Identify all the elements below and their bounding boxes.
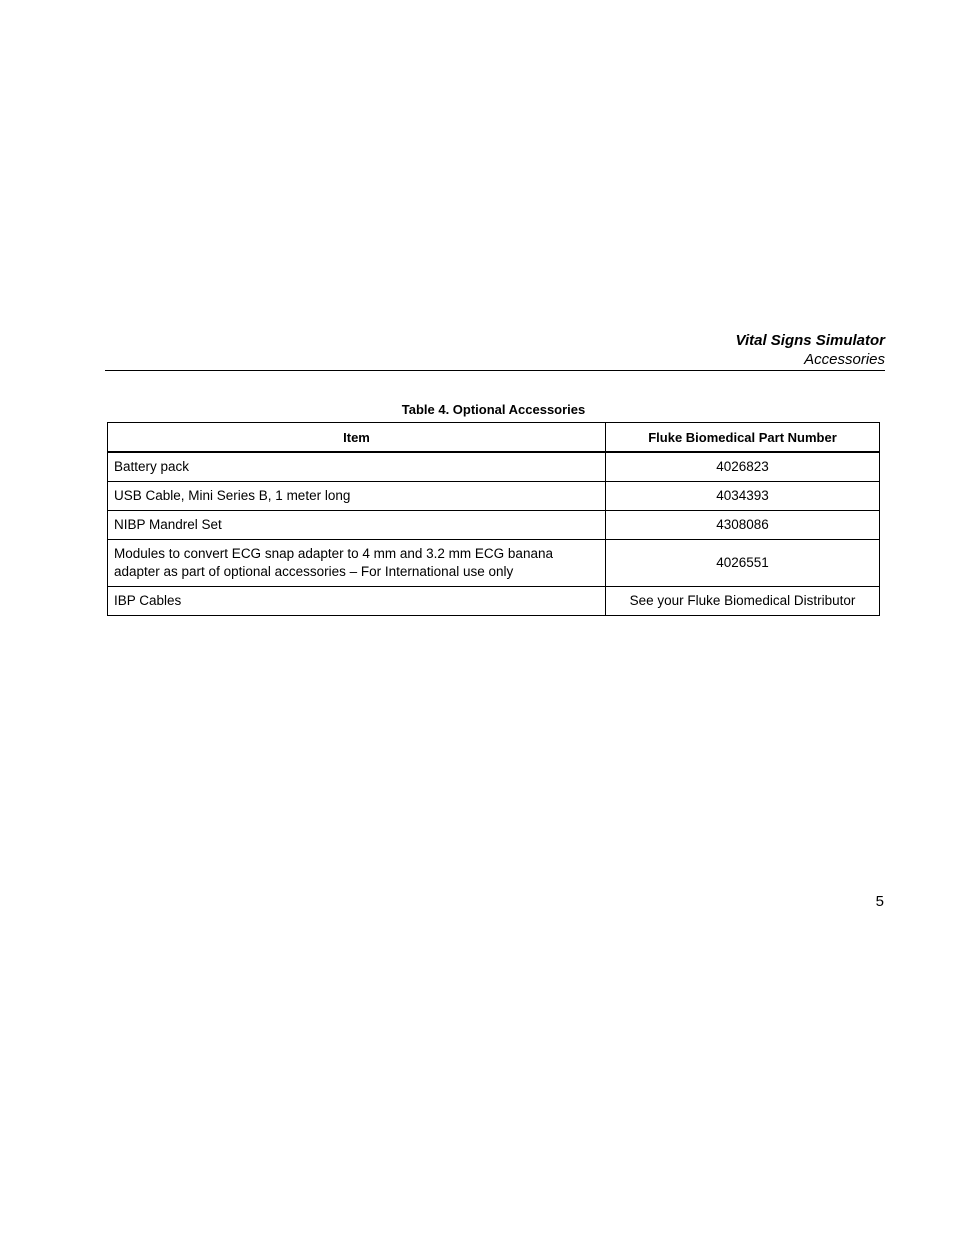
part-number-cell: 4026551: [606, 540, 880, 587]
section-title: Accessories: [804, 351, 885, 368]
header-divider: [105, 370, 885, 371]
document-title: Vital Signs Simulator: [735, 332, 885, 349]
table-row: [108, 452, 880, 482]
item-cell: Battery pack: [108, 452, 606, 482]
table-row: [108, 511, 880, 540]
part-number-cell: See your Fluke Biomedical Distributor: [606, 587, 880, 616]
column-header-item: Item: [108, 423, 606, 453]
item-cell: NIBP Mandrel Set: [108, 511, 606, 540]
item-cell: IBP Cables: [108, 587, 606, 616]
page-number: 5: [875, 893, 884, 910]
part-number-cell: 4034393: [606, 482, 880, 511]
table-row: [108, 482, 880, 511]
part-number-cell: 4026823: [606, 452, 880, 482]
table-row: [108, 587, 880, 616]
table-row: [108, 540, 880, 587]
part-number-cell: 4308086: [606, 511, 880, 540]
column-header-part-number: Fluke Biomedical Part Number: [606, 423, 880, 453]
item-cell-line: Modules to convert ECG snap adapter to 4 mm and 3.2 mm ECG banana: [114, 546, 553, 561]
item-cell-line: adapter as part of optional accessories – For International use only: [114, 564, 514, 579]
running-header: [736, 331, 885, 369]
optional-accessories-table: [107, 422, 880, 616]
item-cell: [108, 540, 606, 587]
item-cell: USB Cable, Mini Series B, 1 meter long: [108, 482, 606, 511]
table-header-row: [108, 423, 880, 453]
table-caption: Table 4. Optional Accessories: [401, 402, 586, 417]
